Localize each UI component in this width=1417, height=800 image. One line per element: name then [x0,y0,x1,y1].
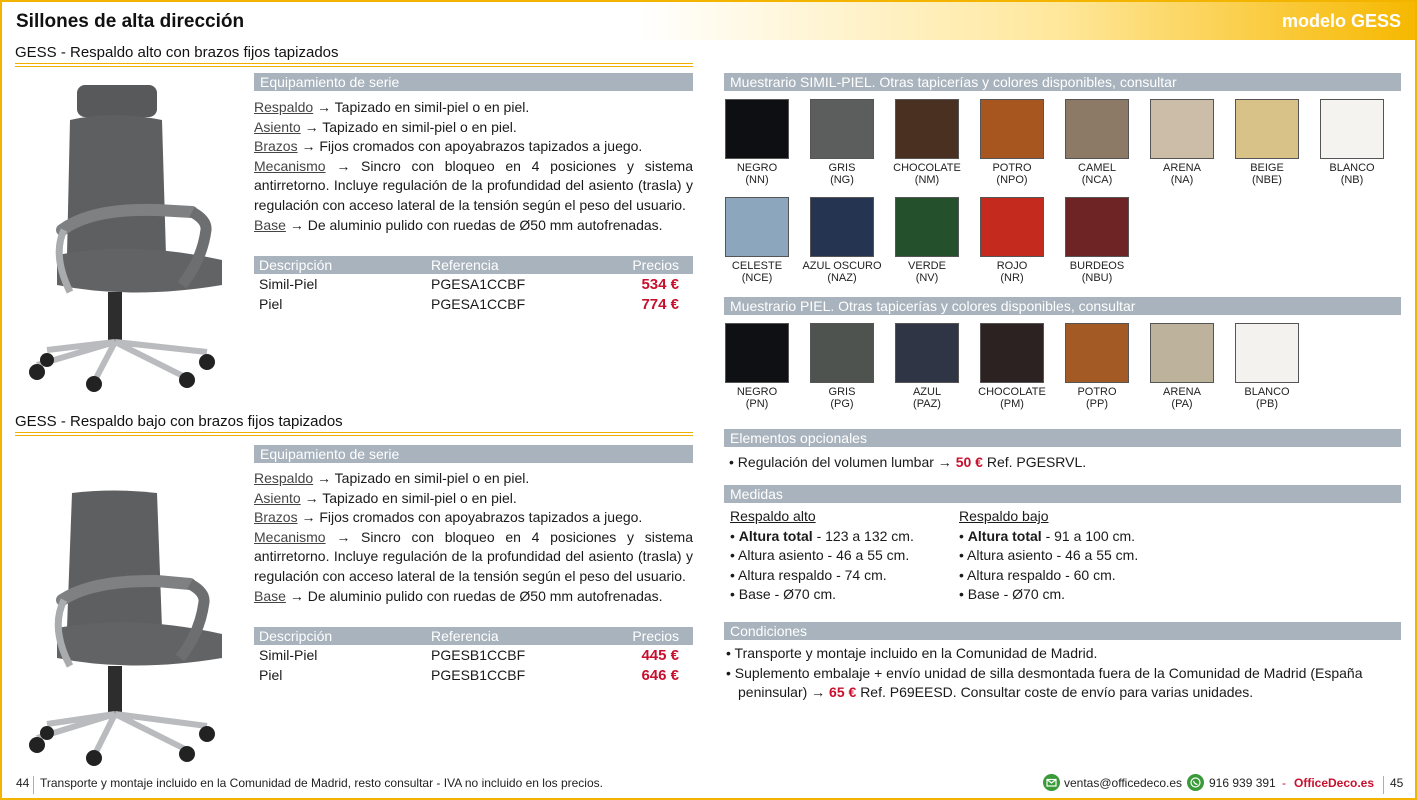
swatch-potro [980,99,1044,159]
swatch-blanco [1235,323,1299,383]
table-row [254,665,693,685]
swatch-name: BURDEOS [1069,260,1125,272]
row-ref: PGESB1CCBF [431,647,526,663]
equip-header-low: Equipamiento de serie [254,445,693,463]
swatch-name: NEGRO [736,162,778,174]
footer-note: Transporte y montaje incluido en la Comunidad de Madrid, resto consultar - IVA no incluido en los precios. [33,776,603,794]
swatch-negro [725,323,789,383]
page-header [2,2,1415,40]
swatch-label [712,386,802,410]
email-icon [1043,774,1060,791]
medida-item: • Altura asiento - 46 a 55 cm. [959,547,1139,563]
page-title: Sillones de alta dirección [16,11,245,32]
swatch-name: CHOCOLATE [978,386,1046,398]
swatch-code: (NA) [1170,174,1194,186]
swatch-code: (PN) [745,398,769,410]
swatch-code: (NCE) [741,272,773,284]
opcional-price: 50 € [955,454,983,470]
swatch-name: BLANCO [1244,386,1290,398]
equip-item [254,587,693,607]
swatch-code: (NAZ) [827,272,857,284]
swatch-label [967,260,1057,284]
equip-text: → Tapizado en simil-piel o en piel. [304,489,517,506]
col-ref: Referencia [431,257,499,273]
medidas-alto [730,507,914,605]
swatch-potro [1065,323,1129,383]
equip-key: Brazos [254,138,298,155]
equip-key: Asiento [254,118,301,135]
swatch-code: (PP) [1086,398,1108,410]
swatch-label [1222,162,1312,186]
section-rule [15,63,693,67]
price-table-high [254,256,693,314]
swatch-code: (PM) [1000,398,1024,410]
row-desc: Simil-Piel [259,647,318,663]
equip-item [254,469,693,489]
swatch-label [712,162,802,186]
row-ref: PGESB1CCBF [431,667,526,683]
swatch-name: GRIS [828,386,856,398]
swatch-code: (PAZ) [913,398,941,410]
swatch-label [797,386,887,410]
swatch-name: AZUL OSCURO [802,260,882,272]
equip-item [254,157,693,216]
col-desc: Descripción [259,628,333,644]
row-price: 534 € [641,276,679,293]
medida-item: • Altura total - 91 a 100 cm. [959,527,1136,544]
swatch-code: (PG) [830,398,854,410]
page-number-left: 44 [16,776,30,790]
swatch-arena [1150,99,1214,159]
swatch-code: (NR) [1000,272,1024,284]
swatch-name: CHOCOLATE [893,162,961,174]
condicion-item: • Transporte y montaje incluido en la Comunidad de Madrid. [726,645,1098,661]
swatch-chocolate [980,323,1044,383]
equip-item [254,528,693,587]
condiciones-list [726,644,1396,703]
equipment-list-high [254,98,693,235]
swatch-burdeos [1065,197,1129,257]
medidas-header: Medidas [724,485,1401,503]
swatch-label [1052,260,1142,284]
opcionales-header: Elementos opcionales [724,429,1401,447]
footer-separator: - [1282,776,1286,790]
whatsapp-icon [1187,774,1204,791]
col-desc: Descripción [259,257,333,273]
medida-item: • Altura asiento - 46 a 55 cm. [730,547,910,563]
price-table-low [254,627,693,685]
opcional-ref: Ref. PGESRVL. [986,454,1087,470]
footer-email[interactable]: ventas@officedeco.es [1064,776,1183,790]
row-price: 646 € [641,667,679,684]
price-table-header [254,627,693,645]
swatch-label [1222,386,1312,410]
equip-item [254,118,693,138]
equip-key: Mecanismo [254,157,326,174]
equip-text: → Tapizado en simil-piel o en piel. [304,118,517,135]
swatch-code: (PB) [1256,398,1278,410]
condicion-item: • Suplemento embalaje + envío unidad de silla desmontada fuera de la Comunidad de Madrid (España [726,664,1363,681]
equip-text: → Fijos cromados con apoyabrazos tapizados a juego. [301,509,643,526]
swatch-code: (NBU) [1081,272,1113,284]
row-ref: PGESA1CCBF [431,296,526,312]
swatch-chocolate [895,99,959,159]
medida-item: • Altura respaldo - 74 cm. [730,566,887,583]
condiciones-header: Condiciones [724,622,1401,640]
swatch-beige [1235,99,1299,159]
swatch-code: (PA) [1171,398,1193,410]
swatch-label [882,386,972,410]
piel-header: Muestrario PIEL. Otras tapicerías y colores disponibles, consultar [724,297,1401,315]
swatch-azul-oscuro [810,197,874,257]
equip-key: Asiento [254,489,301,506]
equip-item [254,508,693,528]
swatch-name: BLANCO [1329,162,1375,174]
swatch-name: GRIS [828,162,856,174]
swatch-code: (NG) [830,174,854,186]
swatch-code: (NBE) [1252,174,1282,186]
medidas-bajo-title: Respaldo bajo [959,508,1049,524]
col-price: Precios [632,628,679,644]
medida-item: • Altura respaldo - 60 cm. [959,566,1116,583]
swatch-code: (NPO) [996,174,1028,186]
swatch-name: ROJO [996,260,1028,272]
swatch-label [967,386,1057,410]
swatch-label [712,260,802,284]
swatch-label [797,260,887,284]
equip-text: → Sincro con bloqueo en 4 posiciones y sistema antirretorno. Incluye regulación de la profundidad del asiento (trasla) y regulación con acceso lateral de la tensión según el peso del usuario. [254,528,693,584]
swatch-name: POTRO [1077,386,1117,398]
table-row [254,645,693,665]
swatch-name: CAMEL [1078,162,1116,174]
swatch-label [1052,386,1142,410]
swatch-code: (NB) [1340,174,1364,186]
medida-item: • Base - Ø70 cm. [730,586,837,602]
swatch-rojo [980,197,1044,257]
equip-key: Base [254,216,286,233]
chair-high-back-image [22,80,237,395]
swatch-blanco [1320,99,1384,159]
swatch-gris [810,99,874,159]
col-ref: Referencia [431,628,499,644]
equip-text: → De aluminio pulido con ruedas de Ø50 mm autofrenadas. [289,587,663,604]
swatch-gris [810,323,874,383]
section-title-high: GESS - Respaldo alto con brazos fijos tapizados [15,44,339,61]
equip-text: → Tapizado en simil-piel o en piel. [317,470,530,486]
equip-item [254,489,693,509]
swatch-label [1307,162,1397,186]
medida-item: • Base - Ø70 cm. [959,586,1066,602]
medidas-bajo [959,507,1138,605]
condicion-item: peninsular) → 65 € Ref. P69EESD. Consultar coste de envío para varias unidades. [738,684,1254,700]
swatch-name: AZUL [912,386,942,398]
equip-item [254,216,693,236]
swatch-name: ARENA [1163,386,1201,398]
section-rule [15,432,693,436]
equip-header-high: Equipamiento de serie [254,73,693,91]
medida-item: • Altura total - 123 a 132 cm. [730,527,914,544]
equip-key: Respaldo [254,99,314,115]
row-price: 445 € [641,647,679,664]
swatch-name: ARENA [1163,162,1201,174]
swatch-celeste [725,197,789,257]
equipment-list-low [254,469,693,606]
swatch-name: BEIGE [1250,162,1284,174]
swatch-label [882,162,972,186]
row-desc: Simil-Piel [259,276,318,292]
medida-total: - 123 a 132 cm. [816,527,914,544]
row-ref: PGESA1CCBF [431,276,526,292]
equip-key: Respaldo [254,470,314,486]
swatch-camel [1065,99,1129,159]
swatch-code: (NCA) [1081,174,1113,186]
table-row [254,294,693,314]
equip-text: → Tapizado en simil-piel o en piel. [317,99,530,115]
medida-total: - 91 a 100 cm. [1045,527,1136,544]
swatch-name: NEGRO [736,386,778,398]
swatch-azul [895,323,959,383]
equip-item [254,137,693,157]
swatch-label [1137,162,1227,186]
row-desc: Piel [259,296,283,312]
simil-piel-header: Muestrario SIMIL-PIEL. Otras tapicerías y colores disponibles, consultar [724,73,1401,91]
swatch-arena [1150,323,1214,383]
swatch-code: (NV) [915,272,939,284]
equip-item [254,98,693,118]
swatch-name: CELESTE [731,260,783,272]
swatch-name: VERDE [908,260,946,272]
equip-key: Brazos [254,509,298,526]
swatch-negro [725,99,789,159]
opcionales-item: • Regulación del volumen lumbar → 50 € Ref. PGESRVL. [729,454,1087,470]
price-table-header [254,256,693,274]
chair-low-back-image [22,488,237,768]
swatch-label [797,162,887,186]
col-price: Precios [632,257,679,273]
equip-text: → Fijos cromados con apoyabrazos tapizados a juego. [301,138,643,155]
medidas-alto-title: Respaldo alto [730,508,816,524]
swatch-name: POTRO [992,162,1032,174]
condicion-price: 65 € [829,684,857,700]
equip-key: Base [254,587,286,604]
footer-brand[interactable]: OfficeDeco.es [1294,776,1375,790]
swatch-code: (NN) [745,174,769,186]
swatch-label [1137,386,1227,410]
opcional-text: Regulación del volumen lumbar → [737,454,952,470]
page-number-right: 45 [1383,776,1403,794]
model-name: modelo GESS [1281,11,1401,31]
row-price: 774 € [641,296,679,313]
swatch-label [1052,162,1142,186]
medida-total-label: Altura total [967,527,1042,544]
section-title-low: GESS - Respaldo bajo con brazos fijos tapizados [15,413,343,430]
medida-total-label: Altura total [738,527,813,544]
swatch-label [882,260,972,284]
swatch-label [967,162,1057,186]
footer-phone[interactable]: 916 939 391 [1209,776,1276,790]
row-desc: Piel [259,667,283,683]
table-row [254,274,693,294]
equip-text: → De aluminio pulido con ruedas de Ø50 mm autofrenadas. [289,216,663,233]
equip-key: Mecanismo [254,528,326,545]
equip-text: → Sincro con bloqueo en 4 posiciones y sistema antirretorno. Incluye regulación de la profundidad del asiento (trasla) y regulación con acceso lateral de la tensión según el peso del usuario. [254,157,693,213]
swatch-verde [895,197,959,257]
swatch-code: (NM) [914,174,940,186]
